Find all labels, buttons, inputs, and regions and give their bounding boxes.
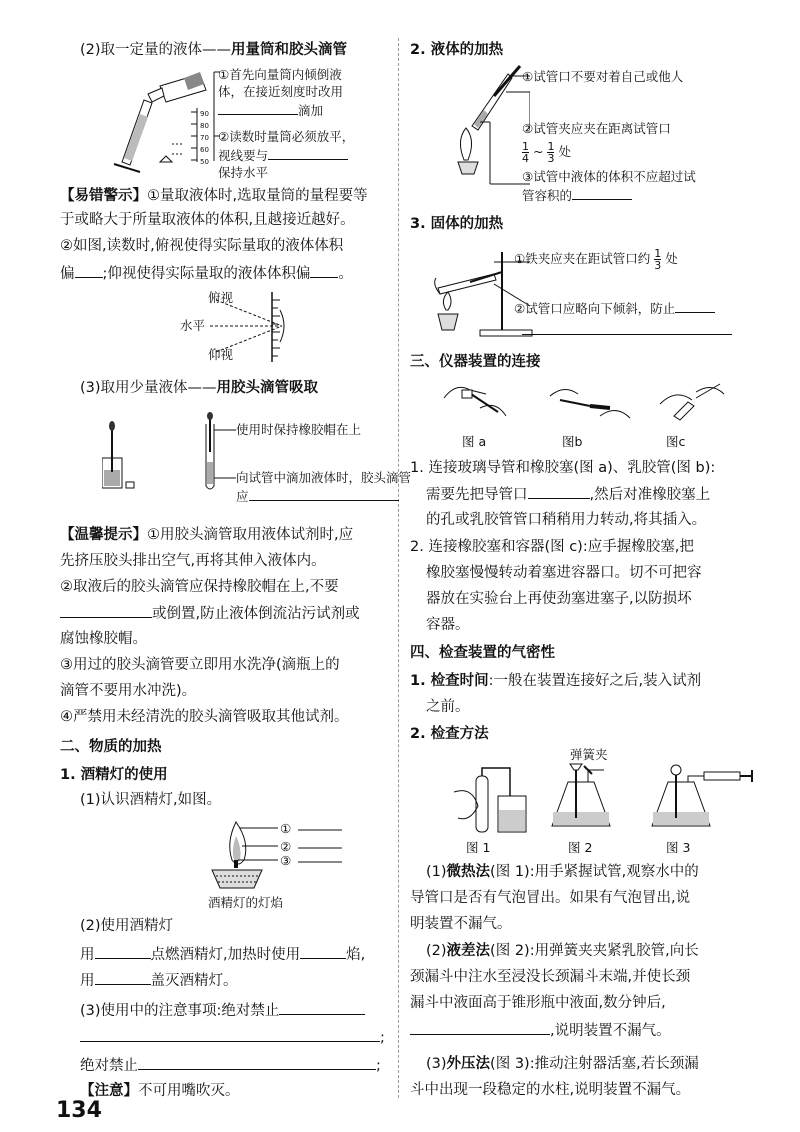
dropper-note-1: 使用时保持橡胶帽在上 (236, 422, 362, 437)
pouring-bottle (148, 72, 206, 102)
solid-heating-heading: 3. 固体的加热 (410, 216, 504, 232)
solid-heating-note-2: ②试管口应略向下倾斜，防止 (514, 298, 715, 317)
method-2-line-4: ,说明装置不漏气。 (410, 1020, 671, 1041)
alcohol-lamp-flame-figure (198, 818, 308, 890)
solid-heating-blank-line (522, 320, 732, 339)
using-lamp-line-1: 用 点燃酒精灯,加热时使用 焰, (80, 944, 365, 965)
alcohol-lamp-heading: 1. 酒精灯的使用 (60, 767, 168, 783)
view-level-label: 水平 (180, 318, 206, 333)
method-2-line-3: 漏斗中液面高于锥形瓶中液面,数分钟后, (410, 995, 666, 1011)
tip-line-5: 腐蚀橡胶帽。 (60, 631, 147, 647)
flame-caption: 酒精灯的灯焰 (208, 895, 284, 910)
fig1-caption: 图 1 (466, 840, 491, 855)
liquid-heating-note-1: ①试管口不要对着自己或他人 (522, 69, 684, 84)
dropper-callouts (200, 420, 240, 510)
using-lamp-line-2: 用 盖灭酒精灯。 (80, 970, 238, 991)
spring-clip-label: 弹簧夹 (570, 747, 608, 762)
fig-c-caption: 图c (666, 434, 686, 449)
solid-heating-note-1: ①铁夹应夹在距试管口约 $\frac{1}{3}$ 处 (514, 247, 678, 272)
method-1-line-3: 明装置不漏气。 (410, 916, 512, 932)
blank[interactable] (138, 1055, 376, 1070)
method-2-line-1: (2)液差法(图 2):用弹簧夹夹紧乳胶管,向长 (426, 943, 699, 959)
liquid-heating-fraction-line: $\frac{1}{4}$ ~ $\frac{1}{3}$ 处 (522, 140, 571, 165)
blank[interactable] (410, 1020, 550, 1035)
blank[interactable] (95, 944, 151, 959)
blank[interactable] (310, 263, 338, 278)
connect-1-line-3: 的孔或乳胶管管口稍稍用力转动,将其插入。 (426, 512, 707, 528)
tip-line-6: ③用过的胶头滴管要立即用水洗净(滴瓶上的 (60, 657, 340, 673)
method-3-line-2: 斗中出现一段稳定的水柱,说明装置不漏气。 (410, 1082, 691, 1098)
connect-1-line-1: 1. 连接玻璃导管和橡胶塞(图 a)、乳胶管(图 b): (410, 460, 716, 476)
fig-a-caption: 图 a (462, 434, 487, 449)
viewing-angle-figure (210, 290, 300, 366)
connect-2-line-3: 器放在实验台上再使劲塞进塞子,以防损坏 (426, 591, 692, 607)
tip-line-2: 先挤压胶头排出空气,再将其伸入液体内。 (60, 553, 326, 569)
blank[interactable] (218, 100, 298, 115)
blank[interactable] (675, 298, 715, 313)
check-time-line-2: 之前。 (426, 699, 470, 715)
blank[interactable] (572, 185, 632, 200)
blank[interactable] (249, 486, 399, 501)
precautions-line: (3)使用中的注意事项:绝对禁止 (80, 1000, 365, 1021)
tip-line-7: 滴管不要用水冲洗)。 (60, 683, 197, 699)
hands-figure-b (550, 389, 630, 418)
fig2-apparatus (552, 764, 610, 826)
liquid-heating-note-2: ②试管夹应夹在距离试管口 (522, 121, 671, 136)
flame-mark-outer: ① (280, 821, 292, 836)
liquid-heating-heading: 2. 液体的加热 (410, 42, 504, 58)
section-heating-title: 二、物质的加热 (60, 739, 162, 755)
blank[interactable] (528, 484, 590, 499)
check-time-line-1: 1. 检查时间:一般在装置连接好之后,装入试剂 (410, 673, 702, 689)
view-top-label: 俯视 (208, 290, 234, 305)
blank[interactable] (95, 970, 151, 985)
section-connection-title: 三、仪器装置的连接 (410, 354, 541, 370)
liquid-heating-figure (450, 62, 530, 192)
using-lamp-heading: (2)使用酒精灯 (80, 918, 174, 934)
blank[interactable] (60, 603, 152, 618)
view-bottom-label: 仰视 (208, 347, 234, 362)
warning-line-1: 【易错警示】①量取液体时,选取量筒的量程要等 (60, 188, 368, 204)
section-liquid-measure-title: (2)取一定量的液体——用量筒和胶头滴管 (80, 42, 348, 58)
column-divider (398, 38, 399, 1098)
fig2-caption: 图 2 (568, 840, 593, 855)
dropper-note-2: 向试管中滴加液体时，胶头滴管 应 (236, 470, 412, 504)
page-number: 134 (56, 1098, 102, 1123)
fig3-caption: 图 3 (666, 840, 691, 855)
connect-1-line-2: 需要先把导管口 ,然后对准橡胶塞上 (426, 484, 710, 505)
tip-line-1: 【温馨提示】①用胶头滴管取用液体试剂时,应 (60, 527, 354, 543)
blank[interactable] (522, 320, 732, 335)
liquid-heating-note-3: ③试管中液体的体积不应超过试 管容积的 (522, 169, 696, 203)
connect-2-line-4: 容器。 (426, 617, 470, 633)
forbid-line-2: 绝对禁止 ; (80, 1055, 381, 1076)
section-airtight-title: 四、检查装置的气密性 (410, 645, 555, 661)
tip-line-3: ②取液后的胶头滴管应保持橡胶帽在上,不要 (60, 579, 339, 595)
warning-line-2: 于或略大于所量取液体的体积,且越接近越好。 (60, 212, 355, 228)
blank[interactable] (300, 944, 346, 959)
blank[interactable] (75, 263, 103, 278)
alcohol-lamp-intro: (1)认识酒精灯,如图。 (80, 792, 222, 808)
flame-mark-core: ③ (280, 853, 292, 868)
hands-figure-c (660, 384, 724, 420)
fraction-one-third: $\frac{1}{3}$ (547, 140, 555, 165)
blank[interactable] (268, 145, 348, 160)
check-method-heading: 2. 检查方法 (410, 726, 489, 742)
fig1-apparatus (454, 768, 526, 832)
fraction-one-quarter: $\frac{1}{4}$ (522, 140, 529, 165)
reagent-bottle (102, 421, 122, 488)
fig-b-caption: 图b (562, 434, 583, 449)
cylinder-note-2: ②读数时量筒必须放平， 视线要与 保持水平 (218, 129, 355, 180)
blank[interactable] (80, 1027, 380, 1042)
blank[interactable] (279, 1000, 365, 1015)
hands-figure-a (444, 387, 506, 416)
fig3-apparatus (652, 765, 752, 826)
method-2-line-2: 颈漏斗中注水至浸没长颈漏斗末端,并使长颈 (410, 969, 691, 985)
cylinder-tick-labels: 90 80 70 60 50 (200, 110, 209, 166)
tip-line-4: 或倒置,防止液体倒流沾污试剂或 (60, 603, 360, 624)
precautions-blank-line: ; (80, 1027, 385, 1048)
flame-mark-inner: ② (280, 839, 292, 854)
cylinder-note-1: ①首先向量筒内倾倒液 体，在接近刻度时改用 滴加 (218, 67, 344, 118)
note-line: 【注意】不可用嘴吹灭。 (80, 1083, 240, 1099)
warning-line-4: 偏 ;仰视使得实际量取的液体体积偏 。 (60, 263, 353, 284)
method-1-line-1: (1)微热法(图 1):用手紧握试管,观察水中的 (426, 864, 699, 880)
method-1-line-2: 导管口是否有气泡冒出。如果有气泡冒出,说 (410, 890, 691, 906)
connect-2-line-1: 2. 连接橡胶塞和容器(图 c):应手握橡胶塞,把 (410, 539, 694, 555)
fraction-one-third: $\frac{1}{3}$ (654, 247, 662, 272)
section-small-liquid-title: (3)取用少量液体——用胶头滴管吸取 (80, 380, 319, 396)
airtightness-figures (436, 762, 756, 836)
flame-mark-lines (296, 818, 346, 868)
warning-line-3: ②如图,读数时,俯视使得实际量取的液体体积 (60, 238, 344, 254)
tip-line-8: ④严禁用未经清洗的胶头滴管吸取其他试剂。 (60, 709, 349, 725)
readout-marks (160, 144, 184, 162)
connect-2-line-2: 橡胶塞慢慢转动着塞进容器口。切不可把容 (426, 565, 702, 581)
callout-bracket (200, 66, 220, 166)
cylinder (114, 100, 152, 172)
method-3-line-1: (3)外压法(图 3):推动注射器活塞,若长颈漏 (426, 1056, 699, 1072)
connection-figures (440, 378, 740, 428)
